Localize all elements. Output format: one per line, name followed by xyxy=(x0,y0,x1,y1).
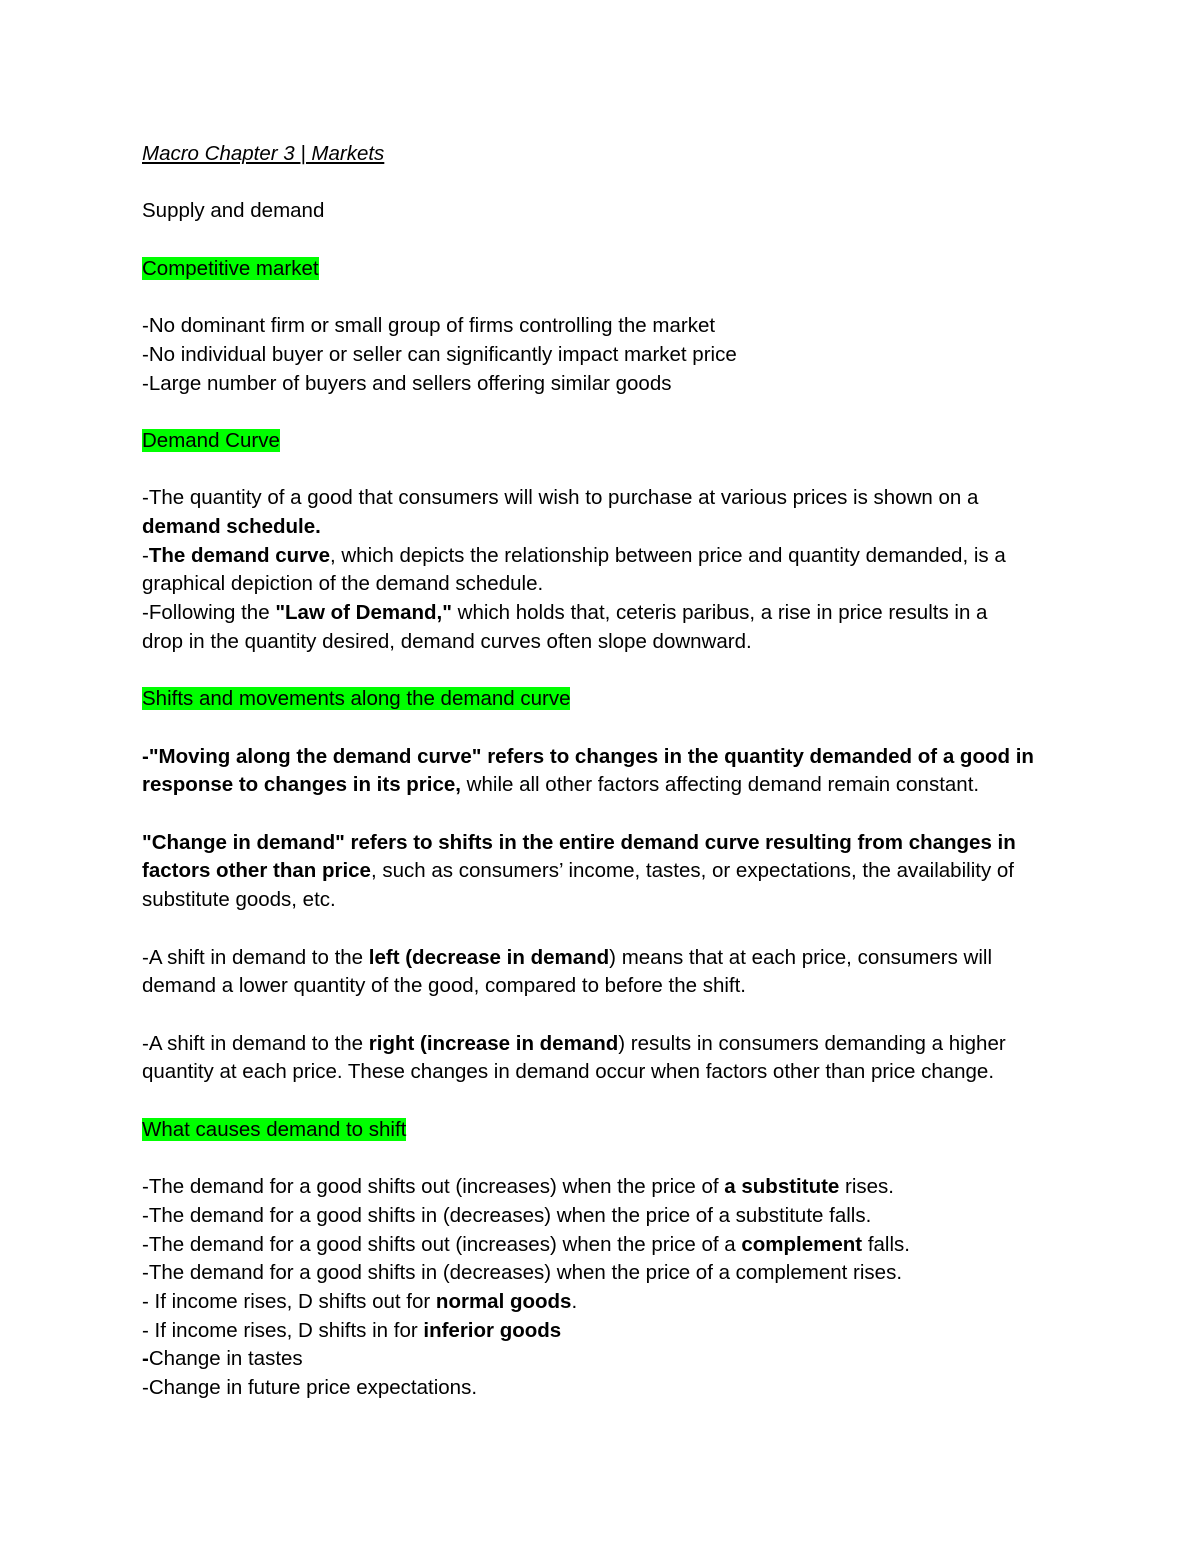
list-item xyxy=(142,1288,1062,1317)
spacer xyxy=(142,283,1062,312)
highlighted-heading: Competitive market xyxy=(142,256,319,280)
list-item: -No individual buyer or seller can significantly impact market price xyxy=(142,342,737,366)
text-run: -The demand for a good shifts out (increases) when the price of xyxy=(142,1175,725,1199)
bold-term: complement xyxy=(741,1232,863,1256)
bold-term: normal goods xyxy=(435,1289,572,1313)
text-run: . xyxy=(571,1289,578,1313)
text-run: while all other factors affecting demand remain constant. xyxy=(460,773,980,797)
text-run: rises. xyxy=(839,1175,895,1199)
paragraph-line xyxy=(142,829,1062,858)
spacer xyxy=(142,657,1062,686)
section-heading-causes xyxy=(142,1116,1062,1145)
list-item xyxy=(142,1345,1062,1374)
bold-term: The demand curve xyxy=(148,543,330,567)
text-run: , such as consumers’ income, tastes, or expectations, the availability of xyxy=(370,859,1014,883)
paragraph-line xyxy=(142,542,1062,571)
bold-term: - xyxy=(142,1347,149,1371)
text-run: -Following the xyxy=(142,601,276,625)
text-run: Change in tastes xyxy=(148,1347,303,1371)
text-run: -A shift in demand to the xyxy=(142,945,369,969)
bold-term: a substitute xyxy=(724,1175,840,1199)
paragraph-line: substitute goods, etc. xyxy=(142,888,336,912)
highlighted-heading: Demand Curve xyxy=(142,428,280,452)
text-run: falls. xyxy=(862,1232,910,1256)
text-run: which holds that, ceteris paribus, a rise in price results in a xyxy=(451,601,988,625)
text-run: -The demand for a good shifts out (increases) when the price of a xyxy=(142,1232,742,1256)
spacer xyxy=(142,800,1062,829)
highlighted-heading: Shifts and movements along the demand curve xyxy=(142,687,571,711)
subtitle: Supply and demand xyxy=(142,199,325,223)
list-item: -The demand for a good shifts in (decreases) when the price of a substitute falls. xyxy=(142,1203,872,1227)
list-item xyxy=(142,1231,1062,1260)
spacer xyxy=(142,398,1062,427)
paragraph-line xyxy=(142,513,1062,542)
paragraph-line xyxy=(142,1030,1062,1059)
document-body xyxy=(142,140,1062,1403)
bold-term: right (increase in demand xyxy=(368,1031,619,1055)
list-item: -No dominant firm or small group of firms controlling the market xyxy=(142,314,716,338)
bold-term: factors other than price xyxy=(142,859,371,883)
spacer xyxy=(142,915,1062,944)
paragraph-line xyxy=(142,857,1062,886)
spacer xyxy=(142,226,1062,255)
spacer xyxy=(142,456,1062,485)
bold-term: -"Moving along the demand curve" refers to changes in the quantity demanded of a good in xyxy=(142,744,1034,768)
spacer xyxy=(142,169,1062,198)
text-run: , which depicts the relationship between price and quantity demanded, is a xyxy=(329,543,1006,567)
bold-term: response to changes in its price, xyxy=(142,773,461,797)
bold-term: demand schedule. xyxy=(142,515,321,539)
paragraph-line: quantity at each price. These changes in demand occur when factors other than price change. xyxy=(142,1060,995,1084)
text-run: - xyxy=(142,543,149,567)
paragraph-line xyxy=(142,944,1062,973)
text-run: ) results in consumers demanding a higher xyxy=(618,1031,1006,1055)
paragraph-line: demand a lower quantity of the good, compared to before the shift. xyxy=(142,974,746,998)
bold-term: "Change in demand" refers to shifts in the entire demand curve resulting from changes in xyxy=(142,830,1016,854)
paragraph-line: graphical depiction of the demand schedule. xyxy=(142,572,544,596)
spacer xyxy=(142,714,1062,743)
text-run: ) means that at each price, consumers will xyxy=(609,945,992,969)
spacer xyxy=(142,1087,1062,1116)
bold-term: left (decrease in demand xyxy=(368,945,610,969)
bold-term: "Law of Demand," xyxy=(275,601,452,625)
paragraph-line xyxy=(142,771,1062,800)
title-text: Macro Chapter 3 | Markets xyxy=(142,142,385,165)
paragraph-line xyxy=(142,743,1062,772)
list-item: -Change in future price expectations. xyxy=(142,1376,478,1400)
text-run: -A shift in demand to the xyxy=(142,1031,369,1055)
spacer xyxy=(142,1144,1062,1173)
paragraph-line: -The quantity of a good that consumers will wish to purchase at various prices is shown on a xyxy=(142,486,979,510)
list-item: -The demand for a good shifts in (decreases) when the price of a complement rises. xyxy=(142,1261,903,1285)
section-heading-shifts xyxy=(142,685,1062,714)
list-item: -Large number of buyers and sellers offering similar goods xyxy=(142,371,672,395)
bold-term: inferior goods xyxy=(423,1318,562,1342)
section-heading-demand-curve xyxy=(142,427,1062,456)
paragraph-line xyxy=(142,599,1062,628)
highlighted-heading: What causes demand to shift xyxy=(142,1117,407,1141)
list-item xyxy=(142,1317,1062,1346)
document-title xyxy=(142,140,1062,169)
spacer xyxy=(142,1001,1062,1030)
paragraph-line: drop in the quantity desired, demand curves often slope downward. xyxy=(142,629,752,653)
section-heading-competitive-market xyxy=(142,255,1062,284)
text-run: - If income rises, D shifts in for xyxy=(142,1318,424,1342)
text-run: - If income rises, D shifts out for xyxy=(142,1289,436,1313)
list-item xyxy=(142,1173,1062,1202)
